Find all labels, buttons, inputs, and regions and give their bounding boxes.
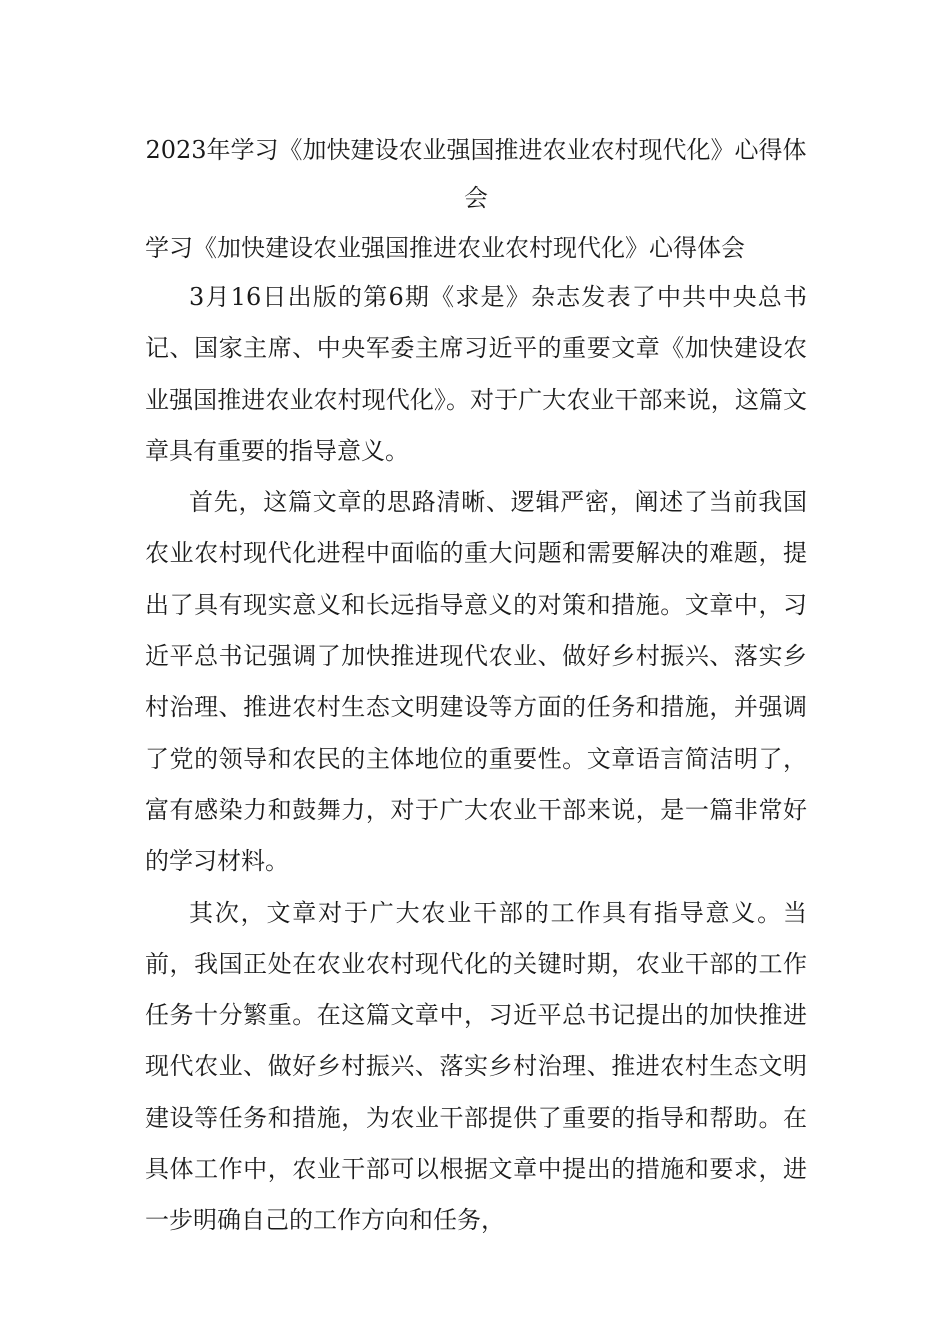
paragraph-2: 首先，这篇文章的思路清晰、逻辑严密，阐述了当前我国农业农村现代化进程中面临的重大问题和需要解决的难题，提出了具有现实意义和长远指导意义的对策和措施。文章中，习近平总书记强调了加快推进现代农业、做好乡村振兴、落实乡村治理、推进农村生态文明建设等方面的任务和措施，并强调了党的领导和农民的主体地位的重要性。文章语言简洁明了，富有感染力和鼓舞力，对于广大农业干部来说，是一篇非常好的学习材料。 xyxy=(145,488,807,876)
document-subtitle: 学习《加快建设农业强国推进农业农村现代化》心得体会 xyxy=(145,234,745,262)
paragraph-1: 3月16日出版的第6期《求是》杂志发表了中共中央总书记、国家主席、中央军委主席习近平的重要文章《加快建设农业强国推进农业农村现代化》。对于广大农业干部来说，这篇文章具有重要的指导意义。 xyxy=(145,283,807,465)
document-page xyxy=(145,126,807,1247)
paragraph-3: 其次，文章对于广大农业干部的工作具有指导意义。当前，我国正处在农业农村现代化的关键时期，农业干部的工作任务十分繁重。在这篇文章中，习近平总书记提出的加快推进现代农业、做好乡村振兴、落实乡村治理、推进农村生态文明建设等任务和措施，为农业干部提供了重要的指导和帮助。在具体工作中，农业干部可以根据文章中提出的措施和要求，进一步明确自己的工作方向和任务， xyxy=(145,898,807,1235)
document-title: 2023年学习《加快建设农业强国推进农业农村现代化》心得体会 xyxy=(145,136,807,212)
